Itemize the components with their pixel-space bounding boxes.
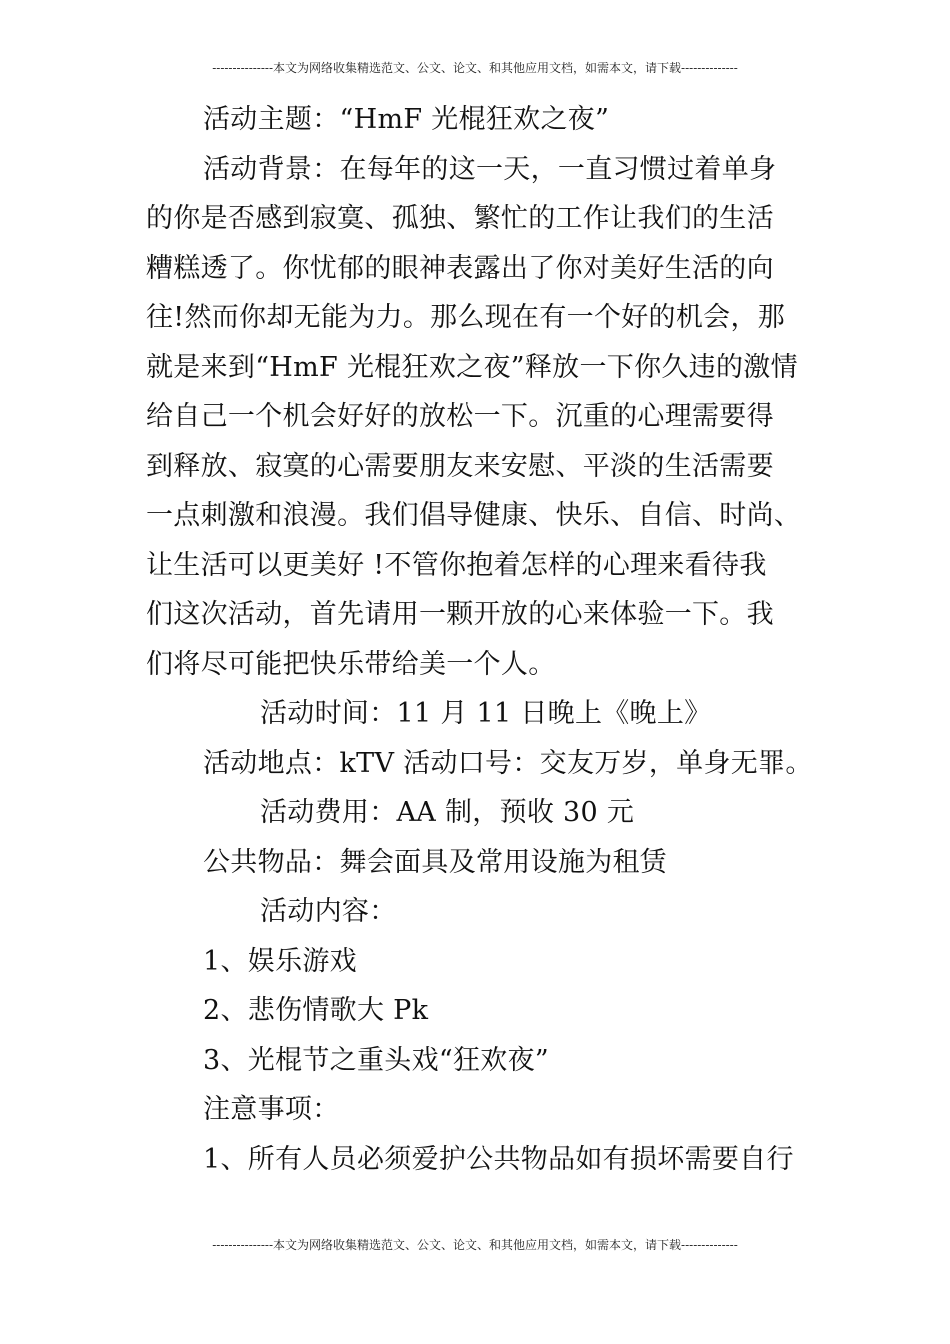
content-item: 2、悲伤情歌大 Pk [203,995,429,1026]
background-paragraph-line: 就是来到“HmF 光棍狂欢之夜”释放一下你久违的激情 [146,351,798,383]
content-item: 3、光棍节之重头戏“狂欢夜” [203,1044,549,1076]
document-body [146,95,826,1184]
page-footer: ---------------本文为网络收集精选范文、公文、论文、和其他应用文档，如需本文，请下载-------------- [212,1238,738,1252]
activity-theme: 活动主题：“HmF 光棍狂欢之夜” [203,104,610,135]
background-paragraph-line: 让生活可以更美好 !不管你抱着怎样的心理来看待我 [146,549,767,581]
notes-item: 1、所有人员必须爱护公共物品如有损坏需要自行 [203,1143,794,1175]
background-paragraph-line: 糟糕透了。你忧郁的眼神表露出了你对美好生活的向 [146,252,774,284]
background-paragraph-line: 到释放、寂寞的心需要朋友来安慰、平淡的生活需要 [146,450,774,482]
page-header: ---------------本文为网络收集精选范文、公文、论文、和其他应用文档，如需本文，请下载-------------- [212,61,738,75]
activity-content-heading: 活动内容： [260,896,397,927]
public-items: 公共物品：舞会面具及常用设施为租赁 [203,846,668,878]
background-paragraph-line: 往!然而你却无能为力。那么现在有一个好的机会，那 [146,302,786,333]
activity-fee: 活动费用：AA 制，预收 30 元 [260,797,635,828]
activity-time: 活动时间：11 月 11 日晚上《晚上》 [260,698,712,729]
background-paragraph-line: 的你是否感到寂寞、孤独、繁忙的工作让我们的生活 [146,203,774,234]
background-paragraph-line: 们这次活动，首先请用一颗开放的心来体验一下。我 [146,599,774,630]
background-paragraph-line: 们将尽可能把快乐带给美一个人。 [146,648,556,680]
background-paragraph-line: 给自己一个机会好好的放松一下。沉重的心理需要得 [146,401,774,432]
content-item: 1、娱乐游戏 [203,945,357,977]
background-paragraph-line: 一点刺激和浪漫。我们倡导健康、快乐、自信、时尚、 [146,500,802,531]
background-paragraph-line: 活动背景：在每年的这一天，一直习惯过着单身 [203,153,777,185]
activity-location-slogan: 活动地点：kTV 活动口号：交友万岁，单身无罪。 [203,747,813,779]
notes-heading: 注意事项： [203,1094,340,1125]
